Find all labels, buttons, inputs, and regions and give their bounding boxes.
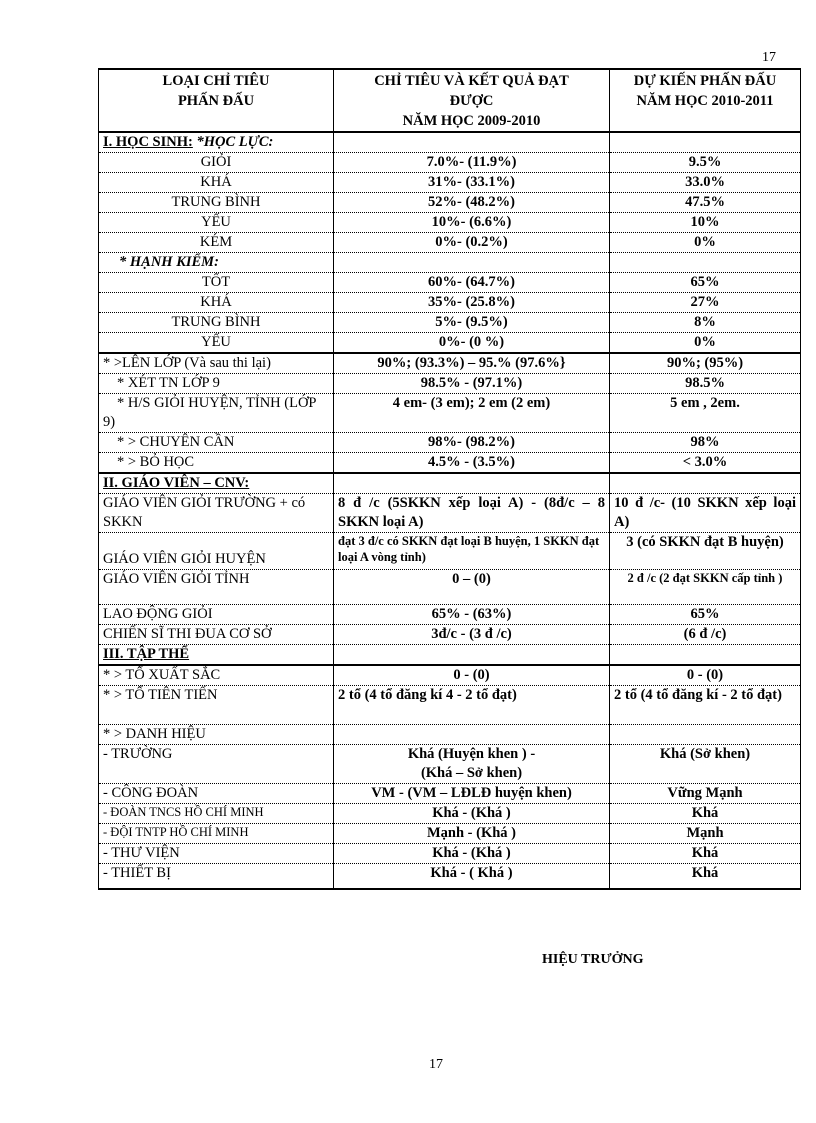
row-label: - TRƯỜNG bbox=[99, 745, 334, 784]
table-row bbox=[99, 333, 801, 354]
row-label: - THIẾT BỊ bbox=[99, 864, 334, 890]
row-label: GIÁO VIÊN GIỎI TỈNH bbox=[99, 570, 334, 605]
row-label: * XÉT TN LỚP 9 bbox=[99, 374, 334, 394]
section-row bbox=[99, 645, 801, 666]
row-result: 0%- (0 %) bbox=[334, 333, 610, 354]
row-target: Khá bbox=[610, 804, 801, 824]
row-result: 98%- (98.2%) bbox=[334, 433, 610, 453]
table-row bbox=[99, 433, 801, 453]
row-result: 5%- (9.5%) bbox=[334, 313, 610, 333]
row-label: LAO ĐỘNG GIỎI bbox=[99, 605, 334, 625]
row-label: KHÁ bbox=[99, 173, 334, 193]
row-result: 31%- (33.1%) bbox=[334, 173, 610, 193]
row-result: 10%- (6.6%) bbox=[334, 213, 610, 233]
row-label: YẾU bbox=[99, 213, 334, 233]
subsection-title: *HỌC LỰC: bbox=[196, 134, 274, 150]
section-row bbox=[99, 473, 801, 494]
row-label: CHIẾN SĨ THI ĐUA CƠ SỞ bbox=[99, 625, 334, 645]
row-result: 4.5% - (3.5%) bbox=[334, 453, 610, 474]
subsection-row bbox=[99, 253, 801, 273]
row-result: 0 - (0) bbox=[334, 665, 610, 686]
row-result: 4 em- (3 em); 2 em (2 em) bbox=[334, 394, 610, 433]
targets-table bbox=[98, 68, 801, 890]
row-result: đạt 3 đ/c có SKKN đạt loại B huyện, 1 SKKN đạt loại A vòng tỉnh) bbox=[334, 533, 610, 570]
row-target: 90%; (95%) bbox=[610, 353, 801, 374]
row-result: 35%- (25.8%) bbox=[334, 293, 610, 313]
row-target: 98.5% bbox=[610, 374, 801, 394]
table-row bbox=[99, 784, 801, 804]
header-col3-line2: NĂM HỌC 2010-2011 bbox=[636, 93, 774, 109]
header-col3-line1: DỰ KIẾN PHẤN ĐẤU bbox=[633, 73, 777, 89]
table-row bbox=[99, 353, 801, 374]
row-label: TRUNG BÌNH bbox=[99, 193, 334, 213]
row-result: Mạnh - (Khá ) bbox=[334, 824, 610, 844]
row-target: 0 - (0) bbox=[610, 665, 801, 686]
table-row bbox=[99, 605, 801, 625]
table-row bbox=[99, 293, 801, 313]
row-label: YẾU bbox=[99, 333, 334, 354]
row-target: Khá bbox=[610, 864, 801, 890]
row-label: TỐT bbox=[99, 273, 334, 293]
row-result: 2 tổ (4 tổ đăng kí 4 - 2 tổ đạt) bbox=[334, 686, 610, 725]
row-target: 2 đ /c (2 đạt SKKN cấp tỉnh ) bbox=[610, 570, 801, 605]
table-row bbox=[99, 625, 801, 645]
table-row bbox=[99, 313, 801, 333]
table-row bbox=[99, 824, 801, 844]
section-title: II. GIÁO VIÊN – CNV: bbox=[103, 475, 250, 491]
row-label: * H/S GIỎI HUYỆN, TỈNH (LỚP 9) bbox=[99, 394, 334, 433]
row-result: Khá - (Khá ) bbox=[334, 804, 610, 824]
row-label: * > TỔ TIÊN TIẾN bbox=[99, 686, 334, 725]
section-title: III. TẬP THỂ bbox=[103, 646, 190, 662]
table-row bbox=[99, 570, 801, 605]
table-row bbox=[99, 725, 801, 745]
row-result: 98.5% - (97.1%) bbox=[334, 374, 610, 394]
table-row bbox=[99, 153, 801, 173]
row-result: 60%- (64.7%) bbox=[334, 273, 610, 293]
header-col2 bbox=[334, 69, 610, 132]
table-row bbox=[99, 193, 801, 213]
row-target: 0% bbox=[610, 333, 801, 354]
row-target bbox=[610, 725, 801, 745]
row-target: 33.0% bbox=[610, 173, 801, 193]
row-target: 0% bbox=[610, 233, 801, 253]
row-label: * > TỔ XUẤT SẮC bbox=[99, 665, 334, 686]
header-col2-line3: NĂM HỌC 2009-2010 bbox=[402, 113, 541, 129]
row-target: 9.5% bbox=[610, 153, 801, 173]
row-result: Khá - (Khá ) bbox=[334, 844, 610, 864]
row-label: KÉM bbox=[99, 233, 334, 253]
row-result: 0%- (0.2%) bbox=[334, 233, 610, 253]
row-result: 0 – (0) bbox=[334, 570, 610, 605]
table-row bbox=[99, 844, 801, 864]
row-label: GIỎI bbox=[99, 153, 334, 173]
page-number-top: 17 bbox=[762, 50, 776, 65]
row-target: Khá bbox=[610, 844, 801, 864]
table-row bbox=[99, 173, 801, 193]
section-row bbox=[99, 132, 801, 153]
row-label: - ĐOÀN TNCS HỒ CHÍ MINH bbox=[99, 804, 334, 824]
row-target: 98% bbox=[610, 433, 801, 453]
row-result: 7.0%- (11.9%) bbox=[334, 153, 610, 173]
row-result: 65% - (63%) bbox=[334, 605, 610, 625]
row-label: * > BỎ HỌC bbox=[99, 453, 334, 474]
row-result: VM - (VM – LĐLĐ huyện khen) bbox=[334, 784, 610, 804]
table-row bbox=[99, 273, 801, 293]
row-result: 90%; (93.3%) – 95.% (97.6%} bbox=[334, 353, 610, 374]
header-col1 bbox=[99, 69, 334, 132]
header-col1-line1: LOẠI CHỈ TIÊU bbox=[162, 73, 270, 89]
table-row bbox=[99, 686, 801, 725]
subsection-title: * HẠNH KIỂM: bbox=[119, 254, 219, 270]
row-label: * >LÊN LỚP (Và sau thi lại) bbox=[99, 353, 334, 374]
table-row bbox=[99, 213, 801, 233]
row-label: GIÁO VIÊN GIỎI HUYỆN bbox=[99, 533, 334, 570]
row-label: GIÁO VIÊN GIỎI TRƯỜNG + có SKKN bbox=[99, 494, 334, 533]
row-result: 52%- (48.2%) bbox=[334, 193, 610, 213]
header-col2-line1: CHỈ TIÊU VÀ KẾT QUẢ ĐẠT bbox=[374, 73, 569, 89]
table-row bbox=[99, 533, 801, 570]
row-target: 3 (có SKKN đạt B huyện) bbox=[610, 533, 801, 570]
row-target: Vững Mạnh bbox=[610, 784, 801, 804]
row-target: < 3.0% bbox=[610, 453, 801, 474]
row-result: 3đ/c - (3 đ /c) bbox=[334, 625, 610, 645]
table-row bbox=[99, 394, 801, 433]
row-target: Mạnh bbox=[610, 824, 801, 844]
row-target: 5 em , 2em. bbox=[610, 394, 801, 433]
row-target: Khá (Sở khen) bbox=[610, 745, 801, 784]
row-target: 2 tổ (4 tổ đăng kí - 2 tổ đạt) bbox=[610, 686, 801, 725]
row-label: - CÔNG ĐOÀN bbox=[99, 784, 334, 804]
row-label: * > DANH HIỆU bbox=[99, 725, 334, 745]
table-row bbox=[99, 804, 801, 824]
row-label: * > CHUYÊN CẦN bbox=[99, 433, 334, 453]
row-label: TRUNG BÌNH bbox=[99, 313, 334, 333]
row-target: 10% bbox=[610, 213, 801, 233]
row-label: - THƯ VIỆN bbox=[99, 844, 334, 864]
row-target: 27% bbox=[610, 293, 801, 313]
row-target: (6 đ /c) bbox=[610, 625, 801, 645]
row-target: 8% bbox=[610, 313, 801, 333]
table-row bbox=[99, 745, 801, 784]
page-number-bottom: 17 bbox=[429, 1057, 443, 1072]
header-col1-line2: PHẤN ĐẤU bbox=[177, 93, 255, 109]
section-title: I. HỌC SINH: bbox=[103, 134, 193, 150]
row-target: 65% bbox=[610, 273, 801, 293]
row-target: 47.5% bbox=[610, 193, 801, 213]
table-row bbox=[99, 453, 801, 474]
table-row bbox=[99, 665, 801, 686]
row-result bbox=[334, 725, 610, 745]
table-row bbox=[99, 494, 801, 533]
row-result: Khá - ( Khá ) bbox=[334, 864, 610, 890]
table-header-row bbox=[99, 69, 801, 132]
row-label: - ĐỘI TNTP HỒ CHÍ MINH bbox=[99, 824, 334, 844]
row-label: KHÁ bbox=[99, 293, 334, 313]
table-row bbox=[99, 233, 801, 253]
header-col3 bbox=[610, 69, 801, 132]
row-target: 10 đ /c- (10 SKKN xếp loại A) bbox=[610, 494, 801, 533]
table-row bbox=[99, 374, 801, 394]
signature-title: HIỆU TRƯỞNG bbox=[542, 952, 644, 967]
row-result: Khá (Huyện khen ) - (Khá – Sở khen) bbox=[334, 745, 610, 784]
table-row bbox=[99, 864, 801, 890]
row-result: 8 đ /c (5SKKN xếp loại A) - (8đ/c – 8 SKKN loại A) bbox=[334, 494, 610, 533]
row-target: 65% bbox=[610, 605, 801, 625]
header-col2-line2: ĐƯỢC bbox=[449, 93, 494, 109]
